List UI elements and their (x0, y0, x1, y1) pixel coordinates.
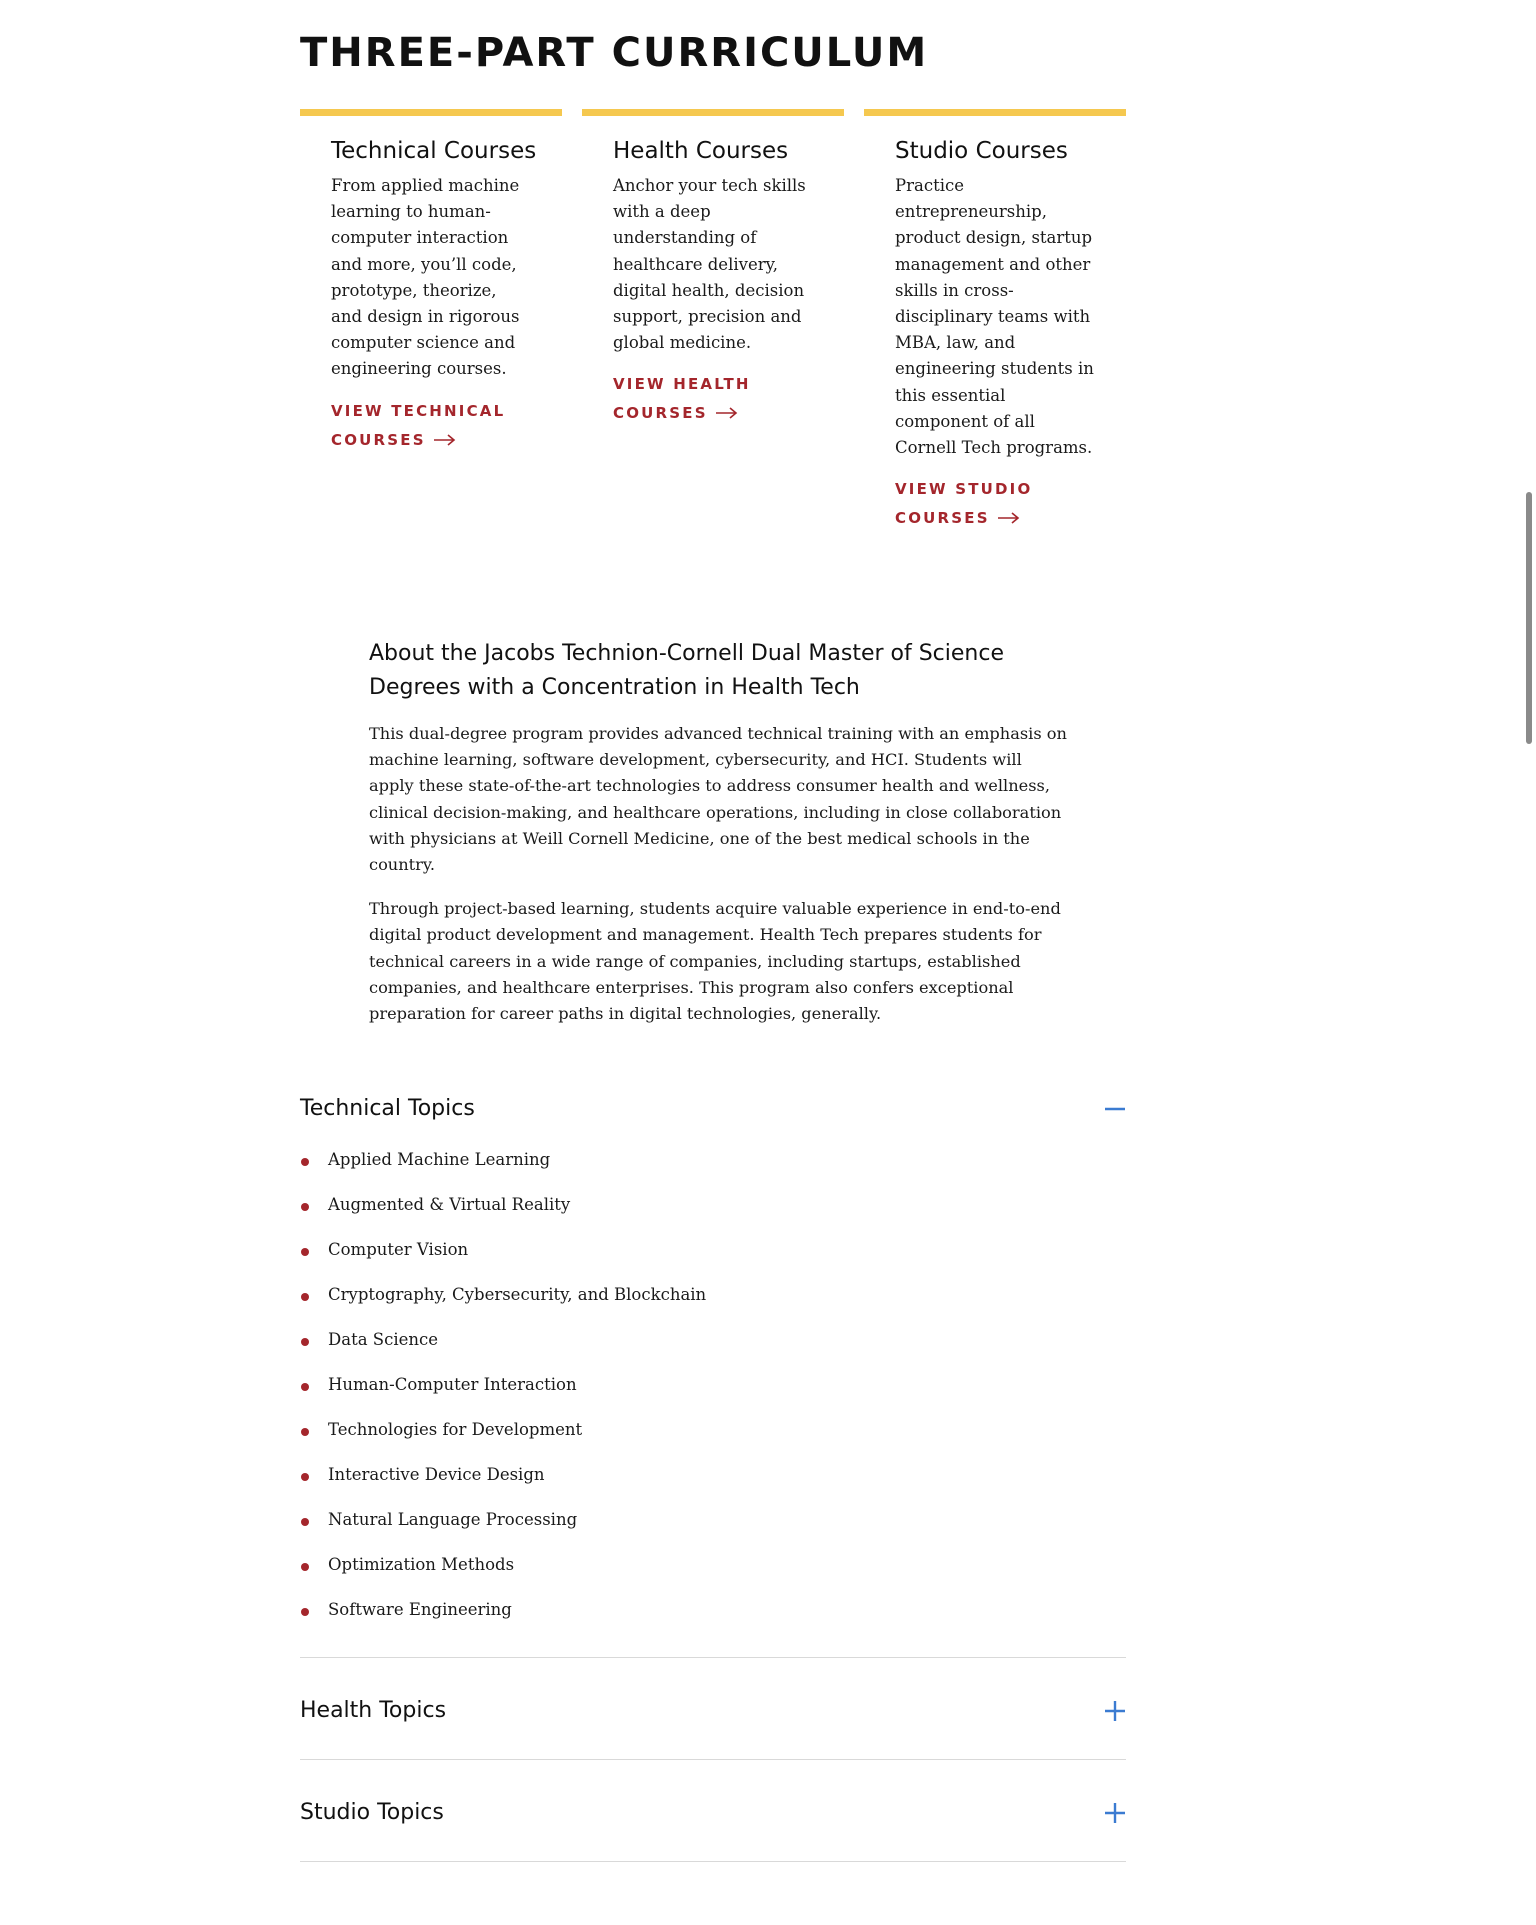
accordion-divider (300, 1861, 1126, 1862)
link-label: VIEW TECHNICAL COURSES (331, 401, 506, 449)
section-title: THREE-PART CURRICULUM (300, 30, 929, 76)
column-accent-bar (300, 109, 562, 116)
column-accent-bar (864, 109, 1126, 116)
link-label: VIEW HEALTH COURSES (613, 375, 751, 423)
minus-icon[interactable] (1104, 1098, 1126, 1120)
bullet-icon (301, 1158, 309, 1166)
link-label: VIEW STUDIO COURSES (895, 480, 1033, 528)
course-column-technical (300, 109, 562, 455)
column-body: From applied machine learning to human-computer interaction and more, you’ll code, prototype, theorize, and design in rigorous computer science and engineering courses. (331, 176, 520, 379)
column-title: Studio Courses (895, 138, 1068, 164)
accordion-header-health-topics[interactable] (300, 1658, 1126, 1759)
topics-accordion (300, 1080, 1126, 1862)
list-item: Technologies for Development (300, 1417, 1126, 1462)
accordion-title: Studio Topics (300, 1800, 444, 1825)
accordion-item-studio-topics (300, 1760, 1126, 1862)
list-item: Data Science (300, 1327, 1126, 1372)
bullet-icon (301, 1473, 309, 1481)
column-body: Practice entrepreneurship, product design, startup management and other skills in cross-disciplinary teams with MBA, law, and engineering students in this essential component of all Cornell Tech programs. (895, 176, 1094, 458)
bullet-icon (301, 1608, 309, 1616)
accordion-header-studio-topics[interactable] (300, 1760, 1126, 1861)
column-title: Health Courses (613, 138, 789, 164)
technical-topics-list (300, 1147, 1126, 1642)
list-item: Optimization Methods (300, 1552, 1126, 1597)
bullet-icon (301, 1338, 309, 1346)
accordion-item-technical-topics (300, 1080, 1126, 1658)
column-body: Anchor your tech skills with a deep understanding of healthcare delivery, digital health, decision support, precision and global medicine. (613, 176, 806, 353)
about-program (369, 637, 1069, 1045)
bullet-icon (301, 1293, 309, 1301)
bullet-icon (301, 1248, 309, 1256)
view-health-courses-link[interactable] (613, 370, 814, 428)
accordion-header-technical-topics[interactable] (300, 1080, 1126, 1140)
accordion-title: Technical Topics (300, 1096, 475, 1121)
bullet-icon (301, 1563, 309, 1571)
list-item: Interactive Device Design (300, 1462, 1126, 1507)
course-column-studio (864, 109, 1126, 533)
arrow-right-icon (434, 434, 456, 446)
plus-icon[interactable] (1104, 1802, 1126, 1824)
list-item: Natural Language Processing (300, 1507, 1126, 1552)
column-title: Technical Courses (331, 138, 537, 164)
bullet-icon (301, 1383, 309, 1391)
about-paragraph: Through project-based learning, students acquire valuable experience in end-to-end digital product development and management. Health Tech prepares students for technical careers in a wide range of companies, including startups, established companies, and healthcare enterprises. This program also confers exceptional preparation for career paths in digital technologies, generally. (369, 899, 1061, 1024)
arrow-right-icon (998, 512, 1020, 524)
course-column-health (582, 109, 844, 428)
view-studio-courses-link[interactable] (895, 475, 1096, 533)
bullet-icon (301, 1518, 309, 1526)
column-accent-bar (582, 109, 844, 116)
accordion-title: Health Topics (300, 1698, 447, 1723)
list-item: Applied Machine Learning (300, 1147, 1126, 1192)
list-item: Cryptography, Cybersecurity, and Blockchain (300, 1282, 1126, 1327)
bullet-icon (301, 1203, 309, 1211)
bullet-icon (301, 1428, 309, 1436)
accordion-item-health-topics (300, 1658, 1126, 1760)
about-paragraph: This dual-degree program provides advanced technical training with an emphasis on machine learning, software development, cybersecurity, and HCI. Students will apply these state-of-the-art technologies to address consumer health and wellness, clinical decision-making, and healthcare operations, including in close collaboration with physicians at Weill Cornell Medicine, one of the best medical schools in the country. (369, 724, 1067, 875)
plus-icon[interactable] (1104, 1700, 1126, 1722)
view-technical-courses-link[interactable] (331, 397, 532, 455)
list-item: Computer Vision (300, 1237, 1126, 1282)
scrollbar-thumb[interactable] (1526, 492, 1532, 744)
list-item: Augmented & Virtual Reality (300, 1192, 1126, 1237)
arrow-right-icon (716, 407, 738, 419)
about-heading: About the Jacobs Technion-Cornell Dual Master of Science Degrees with a Concentration in Health Tech (369, 641, 1005, 700)
list-item: Human-Computer Interaction (300, 1372, 1126, 1417)
list-item: Software Engineering (300, 1597, 1126, 1642)
